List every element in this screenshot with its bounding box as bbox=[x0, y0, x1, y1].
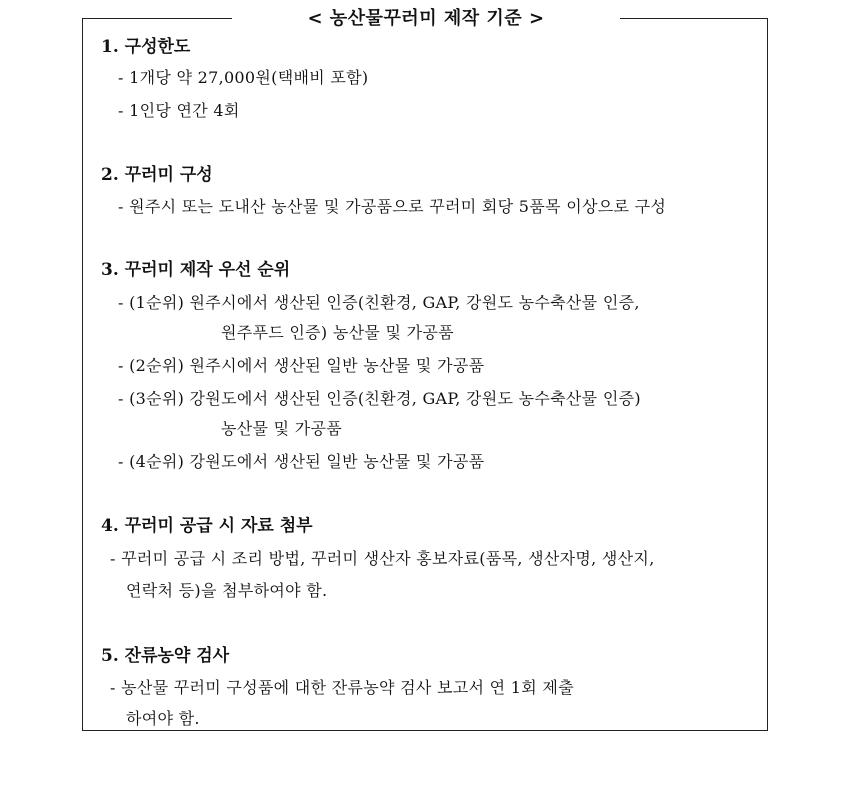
section-5-item-1: - 농산물 꾸러미 구성품에 대한 잔류농약 검사 보고서 연 1회 제출 bbox=[110, 678, 574, 697]
section-1-heading: 1. 구성한도 bbox=[101, 37, 191, 57]
section-3-heading: 3. 꾸러미 제작 우선 순위 bbox=[101, 260, 291, 280]
section-4-item-1-cont: 연락처 등)을 첨부하여야 함. bbox=[126, 581, 328, 600]
page-title: < 농산물꾸러미 제작 기준 > bbox=[232, 6, 620, 32]
section-5-heading: 5. 잔류농약 검사 bbox=[101, 646, 230, 666]
section-2-heading: 2. 꾸러미 구성 bbox=[101, 165, 213, 185]
section-4-heading: 4. 꾸러미 공급 시 자료 첨부 bbox=[101, 516, 313, 536]
section-1-item-1: - 1개당 약 27,000원(택배비 포함) bbox=[118, 68, 369, 87]
section-4-item-1: - 꾸러미 공급 시 조리 방법, 꾸러미 생산자 홍보자료(품목, 생산자명, 생산지, bbox=[110, 549, 655, 568]
section-1-item-2: - 1인당 연간 4회 bbox=[118, 101, 240, 120]
section-2-item-1: - 원주시 또는 도내산 농산물 및 가공품으로 꾸러미 회당 5품목 이상으로 구성 bbox=[118, 197, 667, 216]
section-3-item-3-cont: 농산물 및 가공품 bbox=[221, 419, 343, 438]
section-3-item-1-cont: 원주푸드 인증) 농산물 및 가공품 bbox=[221, 323, 454, 342]
section-5-item-1-cont: 하여야 함. bbox=[126, 709, 200, 728]
section-3-item-2: - (2순위) 원주시에서 생산된 일반 농산물 및 가공품 bbox=[118, 356, 485, 375]
section-3-item-4: - (4순위) 강원도에서 생산된 일반 농산물 및 가공품 bbox=[118, 452, 485, 471]
section-3-item-1: - (1순위) 원주시에서 생산된 인증(친환경, GAP, 강원도 농수축산물 인증, bbox=[118, 293, 640, 312]
section-3-item-3: - (3순위) 강원도에서 생산된 인증(친환경, GAP, 강원도 농수축산물 인증) bbox=[118, 389, 641, 408]
